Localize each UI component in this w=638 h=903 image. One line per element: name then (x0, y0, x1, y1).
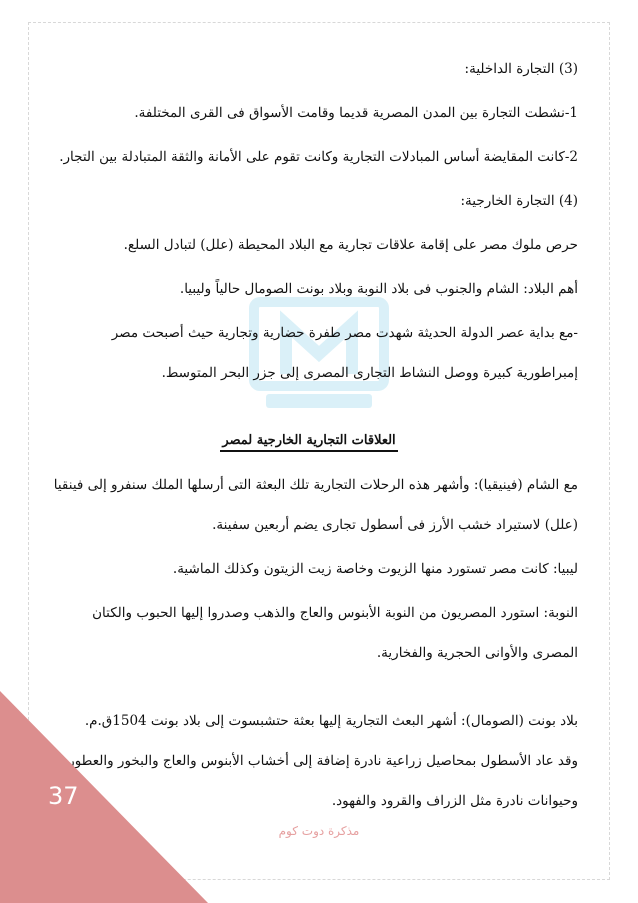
page-number: 37 (48, 782, 79, 810)
section3-point2: 2-كانت المقايضة أساس المبادلات التجارية وكانت تقوم على الأمانة والثقة المتبادلة بين التجار. (59, 149, 578, 165)
nubia-line1: النوبة: استورد المصريون من النوبة الأبنوس والعاج والذهب وصدروا إليها الحبوب والكتان (92, 605, 578, 621)
sham-line1: مع الشام (فينيقيا): وأشهر هذه الرحلات التجارية تلك البعثة التى أرسلها الملك سنفرو إلى فينقيا (53, 477, 578, 493)
watermark-text: مذكرة دوت كوم (278, 824, 360, 838)
relations-title (40, 430, 578, 452)
section4-heading: (4) التجارة الخارجية: (460, 193, 578, 209)
punt-line1: بلاد بونت (الصومال): أشهر البعث التجارية إليها بعثة حتشبسوت إلى بلاد بونت 1504ق.م. (84, 713, 578, 729)
section3-heading: (3) التجارة الداخلية: (464, 61, 578, 77)
section4-paragraph2: أهم البلاد: الشام والجنوب فى بلاد النوبة وبلاد بونت الصومال حالياً وليبيا. (179, 281, 578, 297)
punt-line2: وقد عاد الأسطول بمحاصيل زراعية نادرة إضافة إلى أخشاب الأبنوس والعاج والبخور والعطور (68, 753, 578, 769)
sham-line2: (علل) لاستيراد خشب الأرز فى أسطول تجارى يضم أربعين سفينة. (212, 517, 578, 533)
section4-paragraph3-line1: -مع بداية عصر الدولة الحديثة شهدت مصر طفرة حضارية وتجارية حيث أصبحت مصر (111, 325, 578, 341)
section4-paragraph1: حرص ملوك مصر على إقامة علاقات تجارية مع البلاد المحيطة (علل) لتبادل السلع. (123, 237, 578, 253)
libya-paragraph: ليبيا: كانت مصر تستورد منها الزيوت وخاصة زيت الزيتون وكذلك الماشية. (172, 561, 578, 577)
nubia-line2: المصرى والأوانى الحجرية والفخارية. (376, 645, 578, 661)
section3-point1: 1-نشطت التجارة بين المدن المصرية قديما وقامت الأسواق فى القرى المختلفة. (134, 105, 578, 121)
corner-triangle (0, 691, 208, 903)
punt-line3: وحيوانات نادرة مثل الزراف والقرود والفهود. (331, 793, 578, 809)
relations-title-text: العلاقات التجارية الخارجية لمصر (220, 433, 397, 452)
section4-paragraph3-line2: إمبراطورية كبيرة ووصل النشاط التجارى المصرى إلى جزر البحر المتوسط. (161, 365, 578, 381)
